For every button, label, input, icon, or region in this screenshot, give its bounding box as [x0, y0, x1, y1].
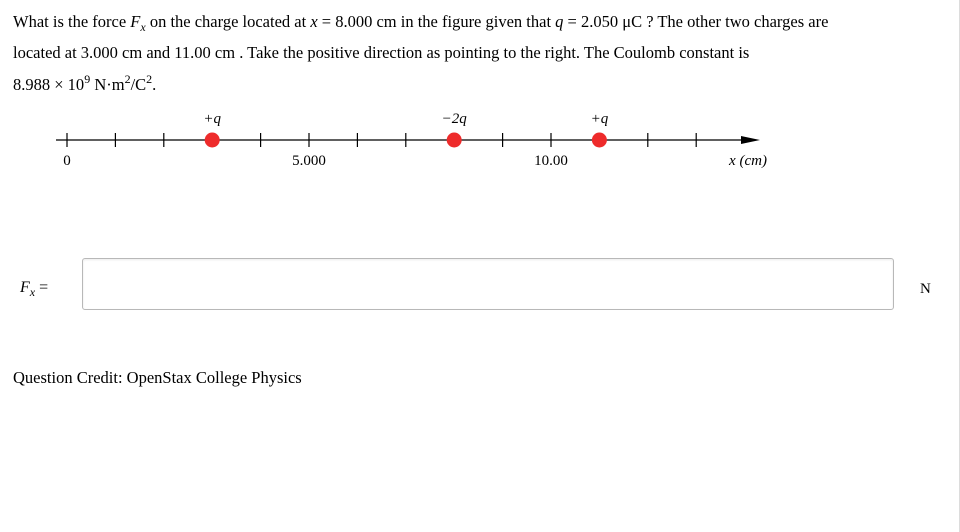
- tick-label-10: 10.00: [534, 153, 568, 169]
- fx-answer-input[interactable]: [82, 258, 894, 310]
- charge-label-2: +q: [590, 111, 609, 127]
- charge-dot-2: [592, 133, 607, 148]
- charge-label-1: −2q: [441, 111, 467, 127]
- unit-label: N: [920, 281, 931, 297]
- axis-arrowhead: [741, 136, 760, 144]
- tick-label-5: 5.000: [292, 153, 326, 169]
- axis-label: x (cm): [729, 153, 767, 169]
- question-line-3: $8.988 \times 10^9$ $N\cdot m^2/C^2$.: [13, 72, 157, 94]
- fx-answer-label: $F_x$ =: [20, 279, 49, 299]
- question-text: [13, 9, 943, 98]
- charge-label-0: +q: [203, 111, 222, 127]
- number-line-svg: [0, 100, 800, 190]
- charge-number-line-figure: [0, 100, 800, 190]
- question-credit: Question Credit: OpenStax College Physics: [13, 368, 302, 387]
- question-line-2: located at 3.000 cm and 11.00 cm . Take the positive direction as pointing to the right. The Coulomb constant is: [13, 43, 750, 62]
- charge-dot-0: [205, 133, 220, 148]
- question-line-1: What is the force $F_x$ on the charge located at x = 8.000 cm in the figure given that q = 2.050 μC ? The other two charges are: [13, 12, 829, 34]
- tick-label-0: 0: [63, 153, 71, 169]
- charge-dot-1: [447, 133, 462, 148]
